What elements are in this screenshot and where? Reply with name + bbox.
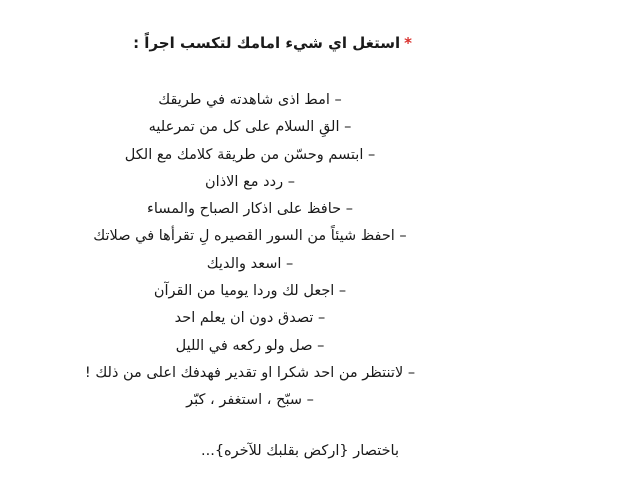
list-item: – تصدق دون ان يعلم احد xyxy=(174,310,326,327)
list-item: – صل ولو ركعه في الليل xyxy=(175,337,325,354)
list-item: – اسعد والديك xyxy=(206,255,294,272)
heading-text: استغل اي شيء امامك لتكسب اجراً : xyxy=(133,34,401,52)
list-item: – القِ السلام على كل من تمرعليه xyxy=(148,119,352,136)
star-marker: * xyxy=(404,34,412,52)
list-item: – لاتنتظر من احد شكرا او تقدير فهدفك اعلى من ذلك ! xyxy=(84,364,416,381)
advice-list xyxy=(20,87,480,415)
list-item: – حافظ على اذكار الصباح والمساء xyxy=(147,201,353,218)
heading xyxy=(133,32,412,54)
closing-line: باختصار {اركض بقلبك للآخره}... xyxy=(201,443,399,459)
list-item: – ابتسم وحسّن من طريقة كلامك مع الكل xyxy=(124,146,376,163)
list-item: – ردد مع الاذان xyxy=(205,173,295,190)
list-item: – اجعل لك وردا يوميا من القرآن xyxy=(153,283,347,300)
list-item: – امط اذى شاهدته في طريقك xyxy=(158,92,342,108)
list-item: – احفظ شيئاً من السور القصيره لِ تقرأها في صلاتك xyxy=(93,228,407,245)
list-item: – سبّح ، استغفر ، كبّر xyxy=(186,392,314,409)
